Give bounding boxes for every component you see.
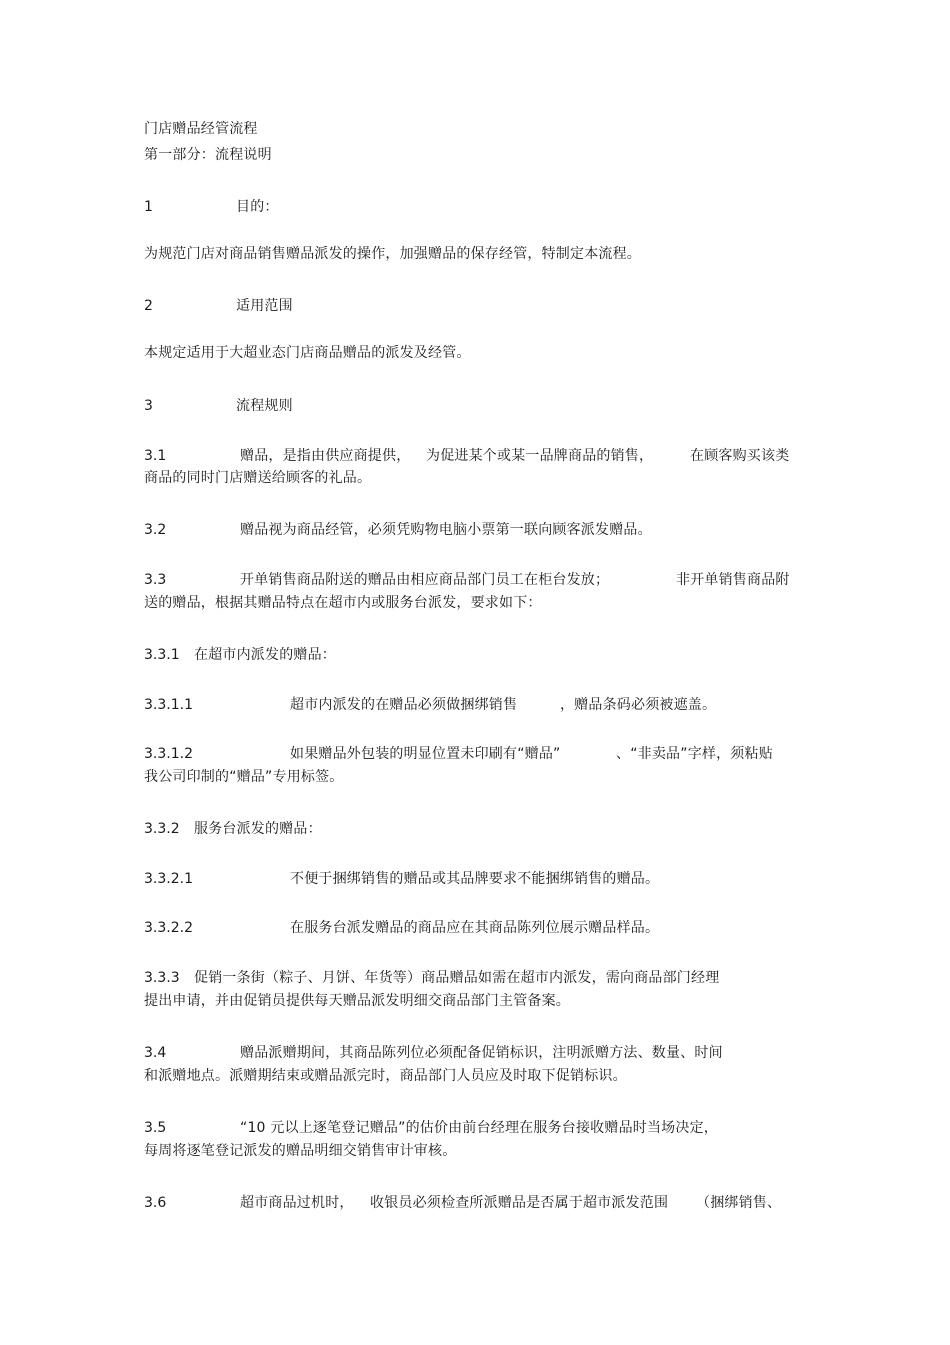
clause-text: 服务台派发的赠品： <box>194 821 322 837</box>
section-number: 3 <box>144 398 153 414</box>
clause-text: 在服务台派发赠品的商品应在其商品陈列位展示赠品样品。 <box>290 920 660 936</box>
clause-number: 3.3.2.2 <box>144 920 193 936</box>
clause-text: 非开单销售商品附 <box>676 572 790 588</box>
paragraph: 为规范门店对商品销售赠品派发的操作，加强赠品的保存经管，特制定本流程。 <box>144 246 641 262</box>
clause-text: 收银员必须检查所派赠品是否属于超市派发范围 <box>370 1195 669 1211</box>
section-heading: 目的： <box>236 199 279 215</box>
clause-text: 开单销售商品附送的赠品由相应商品部门员工在柜台发放； <box>240 572 610 588</box>
clause-number: 3.2 <box>144 522 167 538</box>
part-heading: 第一部分：流程说明 <box>144 147 272 163</box>
clause-number: 3.6 <box>144 1195 167 1211</box>
clause-text: 、“非卖品”字样，须粘贴 <box>616 746 773 762</box>
clause-number: 3.3.1.1 <box>144 697 193 713</box>
section-heading: 流程规则 <box>236 398 293 414</box>
clause-text: 在顾客购买该类 <box>690 448 790 464</box>
clause-number: 3.3 <box>144 572 167 588</box>
clause-text: 超市商品过机时， <box>240 1195 354 1211</box>
clause-text: （捆绑销售、 <box>696 1195 782 1211</box>
clause-number: 3.4 <box>144 1045 167 1061</box>
clause-number: 3.5 <box>144 1120 167 1136</box>
clause-text: 不便于捆绑销售的赠品或其品牌要求不能捆绑销售的赠品。 <box>290 871 660 887</box>
clause-text: 如果赠品外包装的明显位置未印刷有“赠品” <box>290 746 561 762</box>
section-number: 2 <box>144 298 153 314</box>
document-title: 门店赠品经管流程 <box>144 121 258 137</box>
clause-text: ，赠品条码必须被遮盖。 <box>560 697 717 713</box>
clause-number: 3.1 <box>144 448 167 464</box>
section-heading: 适用范围 <box>236 298 293 314</box>
clause-text: 商品的同时门店赠送给顾客的礼品。 <box>144 470 372 486</box>
clause-text: 赠品视为商品经管，必须凭购物电脑小票第一联向顾客派发赠品。 <box>240 522 652 538</box>
section-number: 1 <box>144 199 153 215</box>
clause-number: 3.3.1.2 <box>144 746 193 762</box>
clause-text: 提出申请，并由促销员提供每天赠品派发明细交商品部门主管备案。 <box>144 993 570 1009</box>
clause-number: 3.3.2 <box>144 821 180 837</box>
clause-text: 赠品派赠期间，其商品陈列位必须配备促销标识，注明派赠方法、数量、时间 <box>240 1045 723 1061</box>
clause-number: 3.3.2.1 <box>144 871 193 887</box>
clause-number: 3.3.3 <box>144 970 180 986</box>
clause-text: “10 元以上逐笔登记赠品”的估价由前台经理在服务台接收赠品时当场决定， <box>240 1120 718 1136</box>
paragraph: 本规定适用于大超业态门店商品赠品的派发及经管。 <box>144 345 471 361</box>
clause-text: 我公司印制的“赠品”专用标签。 <box>144 769 344 785</box>
clause-text: 在超市内派发的赠品： <box>194 647 336 663</box>
clause-text: 促销一条街（粽子、月饼、年货等）商品赠品如需在超市内派发，需向商品部门经理 <box>194 970 720 986</box>
clause-number: 3.3.1 <box>144 647 180 663</box>
clause-text: 赠品，是指由供应商提供， <box>240 448 411 464</box>
clause-text: 每周将逐笔登记派发的赠品明细交销售审计审核。 <box>144 1143 457 1159</box>
clause-text: 为促进某个或某一品牌商品的销售， <box>426 448 654 464</box>
clause-text: 超市内派发的在赠品必须做捆绑销售 <box>290 697 518 713</box>
clause-text: 和派赠地点。派赠期结束或赠品派完时，商品部门人员应及时取下促销标识。 <box>144 1068 627 1084</box>
clause-text: 送的赠品，根据其赠品特点在超市内或服务台派发，要求如下： <box>144 595 542 611</box>
